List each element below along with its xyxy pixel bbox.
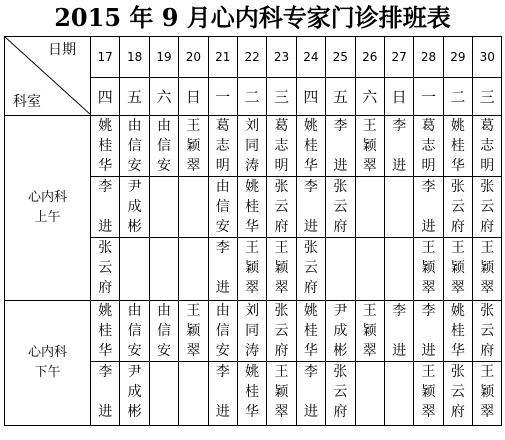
schedule-cell: [120, 177, 149, 238]
weekday-cell: 日: [384, 77, 413, 116]
schedule-cell: [149, 362, 178, 426]
header-row-days: [5, 37, 502, 78]
day-number-cell: 27: [384, 37, 413, 78]
schedule-cell: [237, 301, 266, 362]
schedule-cell: [443, 116, 472, 177]
schedule-row: [5, 301, 502, 362]
doctor-name: 李 进: [421, 303, 436, 359]
schedule-cell: [149, 177, 178, 238]
schedule-cell: [267, 362, 296, 426]
doctor-name: 王 颖 翠: [450, 240, 465, 296]
doctor-name: 姚 桂 华: [98, 118, 113, 174]
doctor-name: 李 进: [421, 179, 436, 235]
schedule-cell: [149, 116, 178, 177]
doctor-name: 姚 桂 华: [245, 179, 260, 235]
weekday-cell: 日: [179, 77, 208, 116]
schedule-cell: [208, 238, 237, 301]
doctor-name: 王 颖 翠: [245, 240, 260, 296]
doctor-name: 姚 桂 华: [303, 118, 318, 174]
schedule-table: [4, 36, 502, 426]
schedule-cell: [473, 177, 502, 238]
schedule-cell: [414, 177, 443, 238]
doctor-name: 王 颖 翠: [480, 364, 495, 420]
schedule-cell: [473, 116, 502, 177]
day-number-cell: 18: [120, 37, 149, 78]
date-header-label: 日期: [48, 42, 76, 58]
doctor-name: 张 云 府: [274, 303, 289, 359]
schedule-cell: [296, 238, 325, 301]
schedule-cell: [149, 301, 178, 362]
schedule-cell: [120, 238, 149, 301]
schedule-cell: [296, 301, 325, 362]
schedule-cell: [443, 177, 472, 238]
schedule-cell: [384, 177, 413, 238]
doctor-name: 王 颖 翠: [186, 303, 201, 359]
weekday-cell: 二: [237, 77, 266, 116]
schedule-cell: [355, 362, 384, 426]
corner-header-cell: [5, 37, 91, 116]
weekday-cell: 三: [473, 77, 502, 116]
schedule-cell: [179, 116, 208, 177]
schedule-cell: [384, 116, 413, 177]
schedule-cell: [296, 116, 325, 177]
dept-cell: [5, 116, 91, 301]
schedule-cell: [267, 238, 296, 301]
doctor-name: 由 信 安: [215, 179, 230, 235]
doctor-name: 张 云 府: [98, 240, 113, 296]
schedule-cell: [414, 301, 443, 362]
weekday-cell: 一: [208, 77, 237, 116]
schedule-cell: [237, 362, 266, 426]
schedule-cell: [237, 116, 266, 177]
schedule-cell: [91, 301, 120, 362]
day-number-cell: 21: [208, 37, 237, 78]
doctor-name: 李 进: [98, 179, 113, 235]
doctor-name: 刘 同 涛: [245, 118, 260, 174]
doctor-name: 王 颖 翠: [421, 240, 436, 296]
dept-header-label: 科室: [13, 94, 41, 110]
schedule-cell: [120, 116, 149, 177]
schedule-cell: [384, 362, 413, 426]
doctor-name: 刘 同 涛: [245, 303, 260, 359]
doctor-name: 张 云 府: [480, 303, 495, 359]
doctor-name: 葛 志 明: [274, 118, 289, 174]
schedule-cell: [179, 362, 208, 426]
doctor-name: 姚 桂 华: [98, 303, 113, 359]
day-number-cell: 24: [296, 37, 325, 78]
schedule-cell: [326, 362, 355, 426]
doctor-name: 王 颖 翠: [274, 240, 289, 296]
schedule-cell: [296, 362, 325, 426]
schedule-cell: [267, 177, 296, 238]
day-number-cell: 20: [179, 37, 208, 78]
doctor-name: 李 进: [303, 179, 318, 235]
schedule-cell: [355, 116, 384, 177]
doctor-name: 由 信 安: [215, 303, 230, 359]
doctor-name: 葛 志 明: [215, 118, 230, 174]
schedule-cell: [267, 116, 296, 177]
schedule-cell: [355, 177, 384, 238]
doctor-name: 张 云 府: [450, 364, 465, 420]
schedule-cell: [326, 177, 355, 238]
schedule-cell: [473, 301, 502, 362]
schedule-cell: [473, 238, 502, 301]
dept-cell: [5, 301, 91, 426]
weekday-cell: 三: [267, 77, 296, 116]
doctor-name: 由 信 安: [127, 303, 142, 359]
weekday-cell: 六: [149, 77, 178, 116]
doctor-name: 由 信 安: [156, 303, 171, 359]
schedule-cell: [208, 177, 237, 238]
doctor-name: 尹 成 彬: [127, 179, 142, 235]
doctor-name: 由 信 安: [127, 118, 142, 174]
doctor-name: 李 进: [215, 364, 230, 420]
doctor-name: 王 颖 翠: [421, 364, 436, 420]
schedule-cell: [443, 238, 472, 301]
doctor-name: 葛 志 明: [421, 118, 436, 174]
schedule-row: [5, 116, 502, 177]
schedule-cell: [91, 238, 120, 301]
schedule-cell: [149, 238, 178, 301]
doctor-name: 王 颖 翠: [186, 118, 201, 174]
schedule-cell: [91, 362, 120, 426]
doctor-name: 王 颖 翠: [274, 364, 289, 420]
schedule-cell: [267, 301, 296, 362]
doctor-name: 姚 桂 华: [450, 303, 465, 359]
day-number-cell: 26: [355, 37, 384, 78]
schedule-cell: [91, 177, 120, 238]
schedule-cell: [443, 362, 472, 426]
doctor-name: 李 进: [392, 303, 407, 359]
doctor-name: 张 云 府: [274, 179, 289, 235]
day-number-cell: 25: [326, 37, 355, 78]
schedule-cell: [414, 116, 443, 177]
schedule-cell: [414, 362, 443, 426]
schedule-cell: [473, 362, 502, 426]
doctor-name: 葛 志 明: [480, 118, 495, 174]
schedule-cell: [208, 116, 237, 177]
schedule-cell: [179, 177, 208, 238]
doctor-name: 由 信 安: [156, 118, 171, 174]
schedule-cell: [208, 362, 237, 426]
schedule-cell: [384, 238, 413, 301]
day-number-cell: 29: [443, 37, 472, 78]
day-number-cell: 23: [267, 37, 296, 78]
schedule-cell: [384, 301, 413, 362]
dept-name: 心内科: [27, 345, 67, 360]
schedule-cell: [326, 301, 355, 362]
dept-session: 上午: [34, 210, 61, 225]
doctor-name: 李 进: [333, 118, 348, 174]
doctor-name: 尹 成 彬: [127, 364, 142, 420]
doctor-name: 尹 成 彬: [333, 303, 348, 359]
weekday-cell: 四: [91, 77, 120, 116]
schedule-cell: [296, 177, 325, 238]
doctor-name: 王 颖 翠: [480, 240, 495, 296]
dept-name: 心内科: [27, 190, 67, 205]
schedule-cell: [326, 116, 355, 177]
schedule-cell: [443, 301, 472, 362]
day-number-cell: 22: [237, 37, 266, 78]
schedule-cell: [120, 301, 149, 362]
weekday-cell: 六: [355, 77, 384, 116]
doctor-name: 张 云 府: [333, 179, 348, 235]
schedule-cell: [179, 238, 208, 301]
doctor-name: 张 云 府: [450, 179, 465, 235]
schedule-cell: [237, 177, 266, 238]
doctor-name: 李 进: [303, 364, 318, 420]
schedule-cell: [179, 301, 208, 362]
schedule-cell: [326, 238, 355, 301]
weekday-cell: 五: [326, 77, 355, 116]
doctor-name: 李 进: [98, 364, 113, 420]
schedule-cell: [355, 238, 384, 301]
schedule-cell: [237, 238, 266, 301]
schedule-cell: [120, 362, 149, 426]
doctor-name: 张 云 府: [303, 240, 318, 296]
weekday-cell: 二: [443, 77, 472, 116]
doctor-name: 李 进: [215, 240, 230, 296]
page-title: 2015 年 9 月心内科专家门诊排班表: [54, 3, 451, 32]
day-number-cell: 17: [91, 37, 120, 78]
schedule-cell: [208, 301, 237, 362]
doctor-name: 张 云 府: [480, 179, 495, 235]
doctor-name: 姚 桂 华: [450, 118, 465, 174]
doctor-name: 王 颖 翠: [362, 303, 377, 359]
doctor-name: 姚 桂 华: [303, 303, 318, 359]
weekday-cell: 四: [296, 77, 325, 116]
doctor-name: 张 云 府: [333, 364, 348, 420]
doctor-name: 李 进: [392, 118, 407, 174]
weekday-cell: 五: [120, 77, 149, 116]
dept-session: 下午: [34, 365, 61, 380]
schedule-cell: [414, 238, 443, 301]
doctor-name: 王 颖 翠: [362, 118, 377, 174]
weekday-cell: 一: [414, 77, 443, 116]
doctor-name: 姚 桂 华: [245, 364, 260, 420]
day-number-cell: 28: [414, 37, 443, 78]
day-number-cell: 19: [149, 37, 178, 78]
day-number-cell: 30: [473, 37, 502, 78]
schedule-cell: [91, 116, 120, 177]
schedule-cell: [355, 301, 384, 362]
